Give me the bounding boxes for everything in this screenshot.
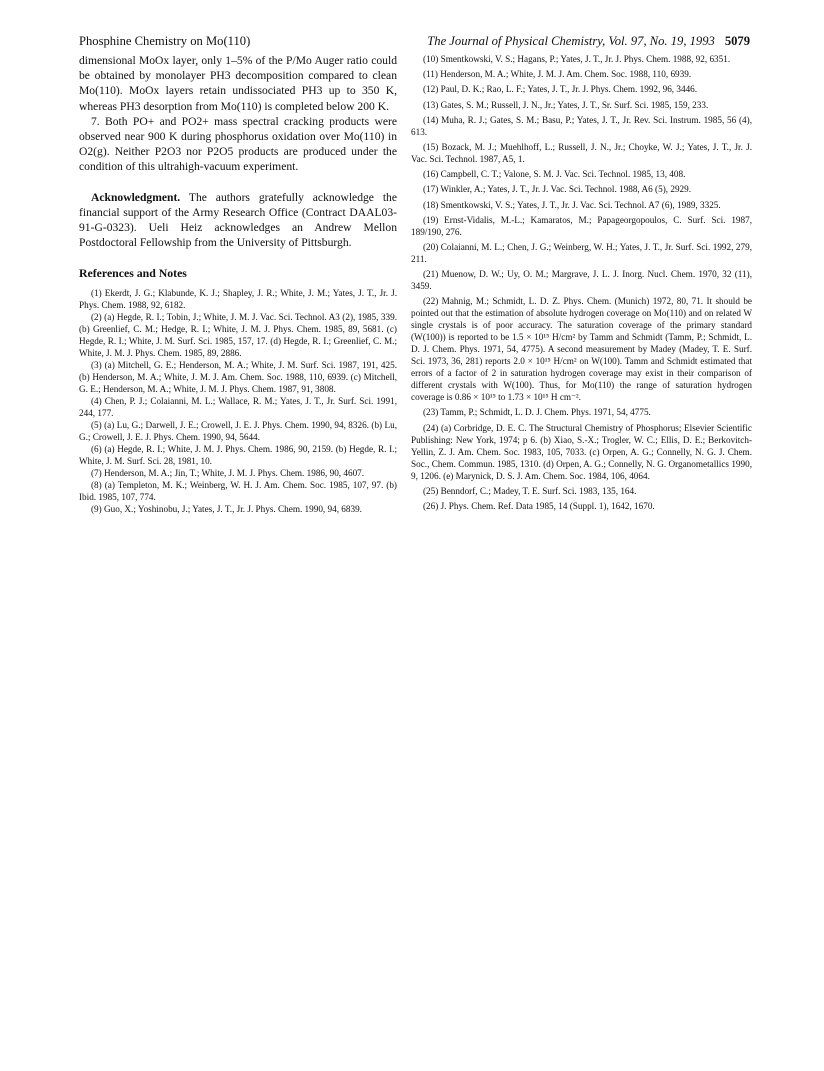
reference-item: (6) (a) Hegde, R. I.; White, J. M. J. Phys. Chem. 1986, 90, 2159. (b) Hegde, R. I.; White, J. M. Surf. Sci. 28, 1981, 10. [79,444,397,467]
reference-item: (21) Muenow, D. W.; Uy, O. M.; Margrave, J. L. J. Inorg. Nucl. Chem. 1970, 32 (11), 3459. [411,269,752,292]
references-list-right [411,53,752,512]
reference-item: (16) Campbell, C. T.; Valone, S. M. J. Vac. Sci. Technol. 1985, 13, 408. [423,169,686,180]
reference-item: (9) Guo, X.; Yoshinobu, J.; Yates, J. T., Jr. J. Phys. Chem. 1990, 94, 6839. [91,504,362,515]
references-list-left [79,287,397,515]
reference-item: (22) Mahnig, M.; Schmidt, L. D. Z. Phys. Chem. (Munich) 1972, 80, 71. It should be pointed out that the estimation of absolute hydrogen coverage on Mo(110) and on related W single crystals is of poor accuracy. The saturation coverage of the primary standard (W(100)) is reported to be 1.5 × 10¹⁵ H/cm² by Tamm and Schmidt (Tamm, P.; Schmidt, L. D. J. Chem. Phys. 1971, 54, 4775). A second measurement by Madey (Madey, T. E. Surf. Sci. 1973, 36, 281) reports 2.0 × 10¹⁵ H/cm² on W(100). Tamm and Schmidt estimated that errors of a factor of 2 in saturation hydrogen coverage may exist in their comparison of different crystals with W(100). Thus, for Mo(110) the range of saturation hydrogen coverage is 0.86 × 10¹⁵ to 1.73 × 10¹⁵ H cm⁻². [411,296,752,403]
left-column [79,53,397,515]
reference-item: (17) Winkler, A.; Yates, J. T., Jr. J. Vac. Sci. Technol. 1988, A6 (5), 2929. [423,184,692,195]
reference-item: (11) Henderson, M. A.; White, J. M. J. Am. Chem. Soc. 1988, 110, 6939. [423,69,692,80]
reference-item: (18) Smentkowski, V. S.; Yates, J. T., Jr. J. Vac. Sci. Technol. A7 (6), 1989, 3325. [423,199,721,210]
reference-item: (1) Ekerdt, J. G.; Klabunde, K. J.; Shapley, J. R.; White, J. M.; Yates, J. T., Jr. J. Phys. Chem. 1988, 92, 6182. [79,288,397,311]
running-title: Phosphine Chemistry on Mo(110) [79,34,251,48]
reference-item: (10) Smentkowski, V. S.; Hagans, P.; Yates, J. T., Jr. J. Phys. Chem. 1988, 92, 6351. [423,54,731,64]
reference-item: (7) Henderson, M. A.; Jin, T.; White, J. M. J. Phys. Chem. 1986, 90, 4607. [91,468,365,479]
body-paragraph: dimensional MoOx layer, only 1–5% of the P/Mo Auger ratio could be obtained by monolayer PH3 decomposition compared to clean Mo(110). MoOx layers retain undissociated PH3 up to 350 K, whereas PH3 desorption from Mo(110) is completed below 200 K. [79,54,397,113]
reference-item: (3) (a) Mitchell, G. E.; Henderson, M. A.; White, J. M. Surf. Sci. 1987, 191, 425. (b) Henderson, M. A.; White, J. M. J. Am. Chem. Soc. 1988, 110, 6939. (c) Mitchell, G. E.; Henderson, M. A.; White, J. M. J. Phys. Chem. 1987, 91, 3808. [79,360,397,395]
reference-item: (2) (a) Hegde, R. I.; Tobin, J.; White, J. M. J. Vac. Sci. Technol. A3 (2), 1985, 339. (b) Greenlief, C. M.; Hedge, R. I.; White, J. M. J. Phys. Chem. 1985, 89, 5681. (c) Hegde, R. I.; White, J. M. Surf. Sci. 1985, 157, 17. (d) Hegde, R. I.; Greenlief, C. M.; White, J. M. J. Phys. Chem. 1985, 89, 2886. [79,312,397,359]
reference-item: (8) (a) Templeton, M. K.; Weinberg, W. H. J. Am. Chem. Soc. 1985, 107, 97. (b) Ibid. 1985, 107, 774. [79,480,397,503]
reference-item: (5) (a) Lu, G.; Darwell, J. E.; Crowell, J. E. J. Phys. Chem. 1990, 94, 8326. (b) Lu, G.; Crowell, J. E. J. Phys. Chem. 1990, 94, 5644. [79,420,397,443]
reference-item: (4) Chen, P. J.; Colaianni, M. L.; Wallace, R. M.; Yates, J. T., Jr. Surf. Sci. 1991, 244, 177. [79,396,397,419]
page-number: 5079 [724,34,750,48]
reference-item: (24) (a) Corbridge, D. E. C. The Structural Chemistry of Phosphorus; Elsevier Scientific Publishing: New York, 1974; p 6. (b) Xiao, S.-X.; Trogler, W. C.; Ellis, D. E.; Berkovitch-Yellin, Z. J. Am. Chem. Soc. 1983, 105, 7033. (c) Orpen, A. G.; Connelly, N. G. J. Chem. Soc., Chem. Commun. 1985, 1310. (d) Orpen, A. G.; Connelly, N. G. Organometallics 1990, 9, 1206. (e) Marynick, D. S. J. Am. Chem. Soc. 1984, 106, 4064. [411,422,752,481]
reference-item: (12) Paul, D. K.; Rao, L. F.; Yates, J. T., Jr. J. Phys. Chem. 1992, 96, 3446. [423,84,698,95]
acknowledgment [79,190,397,251]
journal-name: The Journal of Physical Chemistry, Vol. 97, No. 19, 1993 [427,34,715,48]
reference-item: (23) Tamm, P.; Schmidt, L. D. J. Chem. Phys. 1971, 54, 4775. [423,407,651,418]
reference-item: (20) Colaianni, M. L.; Chen, J. G.; Weinberg, W. H.; Yates, J. T., Jr. Surf. Sci. 1992, 279, 211. [411,241,752,264]
reference-item: (15) Bozack, M. J.; Muehlhoff, L.; Russell, J. N., Jr.; Choyke, W. J.; Yates, J. T., Jr. J. Vac. Sci. Technol. 1987, A5, 1. [411,141,752,164]
reference-item: (14) Muha, R. J.; Gates, S. M.; Basu, P.; Yates, J. T., Jr. Rev. Sci. Instrum. 1985, 56 (4), 613. [411,114,752,137]
journal-citation [427,34,750,49]
body-paragraph: 7. Both PO+ and PO2+ mass spectral cracking products were observed near 900 K during phosphorus oxidation over Mo(110) in O2(g). Neither P2O3 nor P2O5 products are produced under the condition of this ultrahigh-vacuum experiment. [79,114,397,174]
references-heading: References and Notes [79,266,187,281]
right-column [411,53,752,515]
running-header [79,34,750,52]
reference-item: (13) Gates, S. M.; Russell, J. N., Jr.; Yates, J. T., Sr. Surf. Sci. 1985, 159, 233. [423,99,709,110]
reference-item: (25) Benndorf, C.; Madey, T. E. Surf. Sci. 1983, 135, 164. [423,485,637,496]
reference-item: (19) Ernst-Vidalis, M.-L.; Kamaratos, M.; Papageorgopoulos, C. Surf. Sci. 1987, 189/190, 276. [411,214,752,237]
reference-item: (26) J. Phys. Chem. Ref. Data 1985, 14 (Suppl. 1), 1642, 1670. [423,501,655,511]
acknowledgment-heading: Acknowledgment. [91,190,181,204]
acknowledgment-text: The authors gratefully acknowledge the financial support of the Army Research Office (Contract DAAL03-91-G-0323). Ueli Heiz acknowledges an Andrew Mellon Postdoctoral Fellowship from the University of Pittsburgh. [79,190,397,250]
